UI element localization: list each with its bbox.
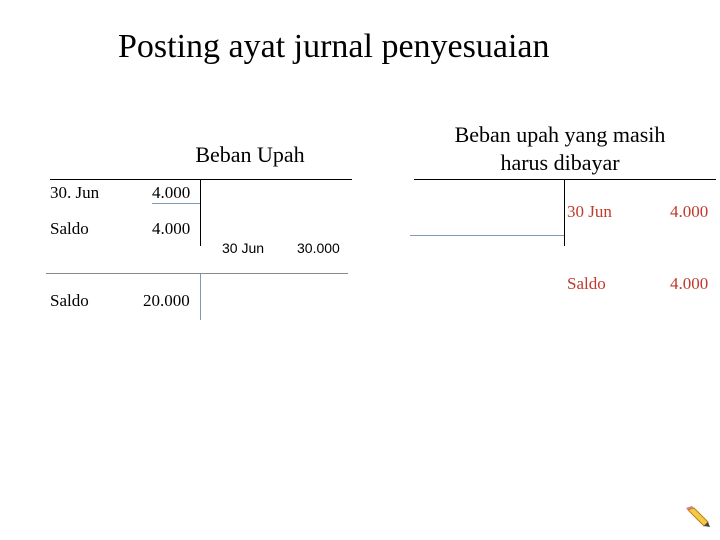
middle-row1-amount: 20.000 (143, 291, 190, 310)
beban-upah-divider (200, 180, 201, 246)
pencil-icon[interactable] (686, 506, 712, 528)
middle-divider (200, 274, 201, 320)
beban-upah-top-line (50, 179, 352, 180)
beban-upah-masih-title-line1: Beban upah yang masih (454, 122, 666, 147)
beban-upah-row2-amount: 4.000 (152, 219, 191, 238)
beban-upah-masih-left-line (410, 235, 564, 236)
beban-upah-masih-row1-label: 30 Jun (567, 202, 612, 221)
beban-upah-title: Beban Upah (195, 142, 305, 167)
beban-upah-masih-top-line (414, 179, 716, 180)
beban-upah-masih-row2-label: Saldo (567, 274, 606, 293)
beban-upah-masih-row1-amount: 4.000 (670, 202, 709, 221)
beban-upah-masih-divider (564, 180, 565, 246)
beban-upah-masih-row2-amount: 4.000 (670, 274, 709, 293)
beban-upah-row1-label: 30. Jun (50, 183, 100, 202)
beban-upah-underline (152, 203, 200, 204)
middle-credit-label: 30 Jun (222, 240, 265, 256)
beban-upah-row1-amount: 4.000 (152, 183, 191, 202)
slide-title: Posting ayat jurnal penyesuaian (118, 28, 550, 65)
middle-credit-amount: 30.000 (297, 240, 340, 256)
middle-top-line (46, 273, 348, 274)
beban-upah-row2-label: Saldo (50, 219, 89, 238)
middle-row1-label: Saldo (50, 291, 89, 310)
beban-upah-masih-title-line2: harus dibayar (500, 150, 620, 175)
